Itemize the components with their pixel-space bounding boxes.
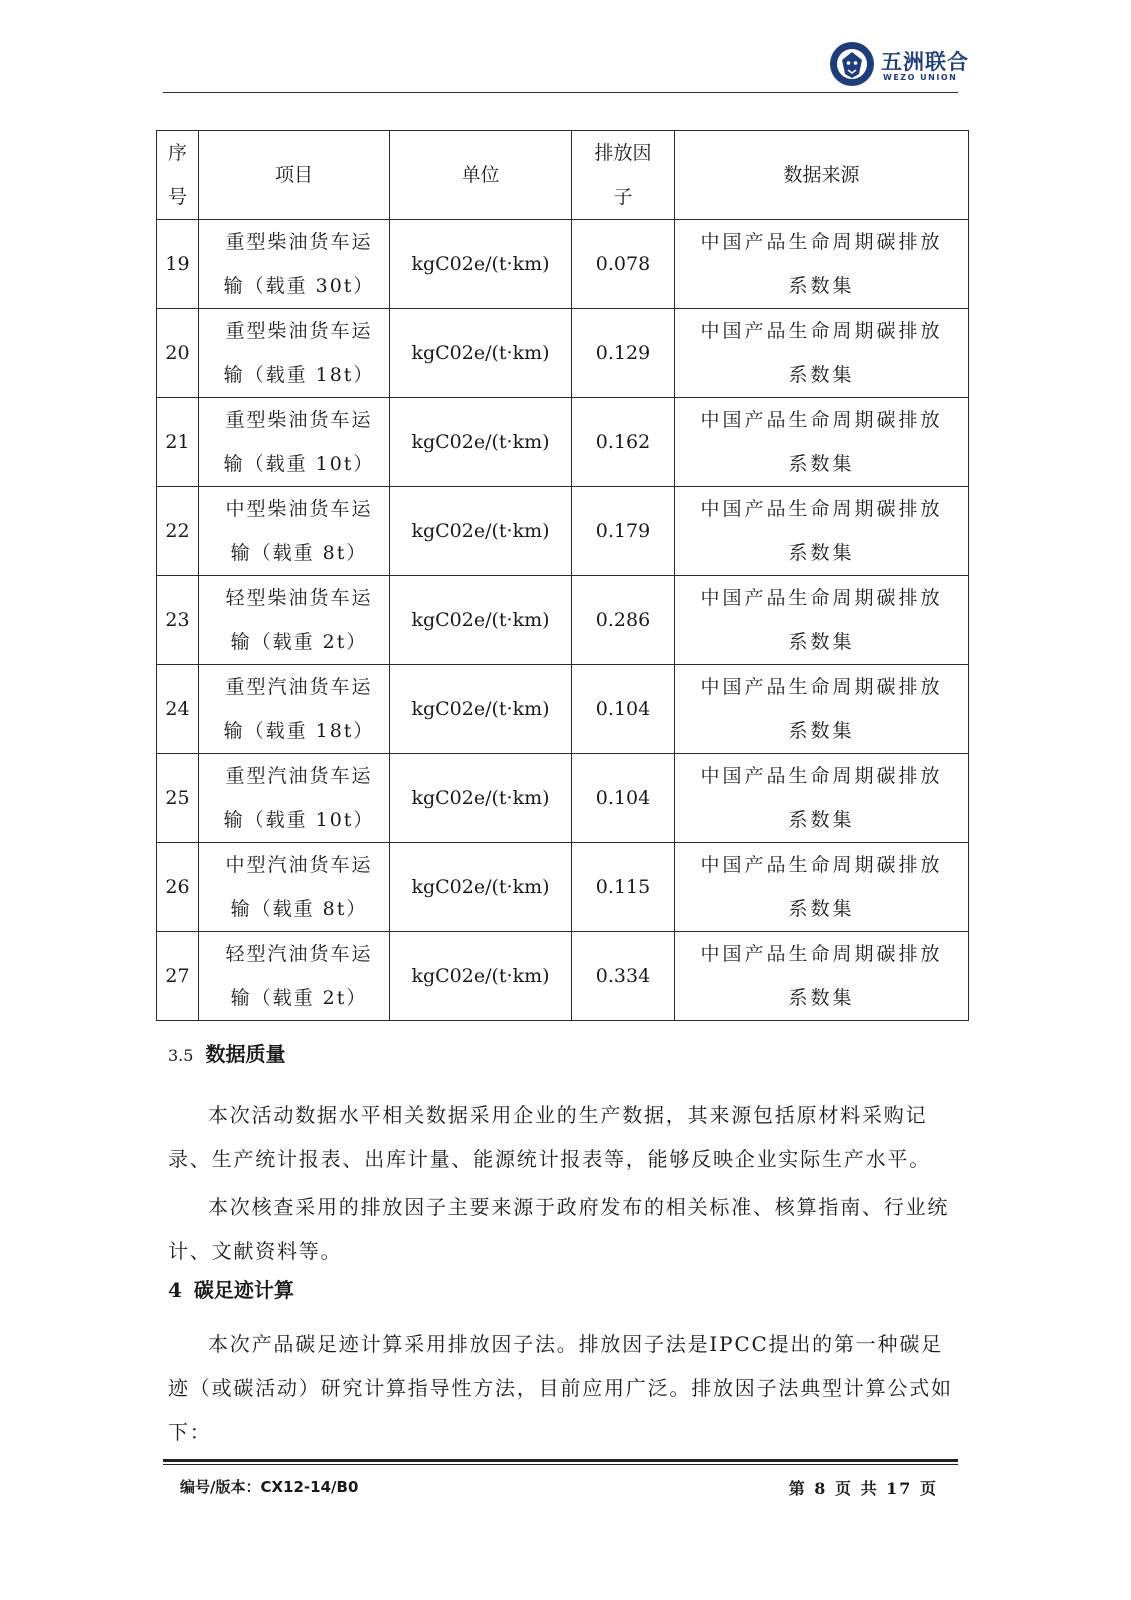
row-item: 重型汽油货车运 输（载重 10t） — [199, 754, 390, 843]
row-item: 重型柴油货车运 输（载重 30t） — [199, 220, 390, 309]
row-unit: kgC02e/(t·km) — [390, 576, 572, 665]
row-item: 轻型柴油货车运 输（载重 2t） — [199, 576, 390, 665]
section-number: 3.5 — [168, 1046, 194, 1065]
logo-text-en: WEZO UNION — [883, 73, 958, 82]
table-row — [157, 398, 969, 487]
row-factor: 0.104 — [572, 665, 675, 754]
row-source: 中国产品生命周期碳排放 系数集 — [675, 665, 969, 754]
row-unit: kgC02e/(t·km) — [390, 665, 572, 754]
header-item: 项目 — [199, 131, 390, 220]
row-unit: kgC02e/(t·km) — [390, 754, 572, 843]
row-factor: 0.162 — [572, 398, 675, 487]
table-row — [157, 665, 969, 754]
row-no: 27 — [157, 932, 199, 1021]
row-unit: kgC02e/(t·km) — [390, 843, 572, 932]
row-no: 26 — [157, 843, 199, 932]
table-row — [157, 309, 969, 398]
table-header-row — [157, 131, 969, 220]
row-factor: 0.115 — [572, 843, 675, 932]
paragraph: 本次产品碳足迹计算采用排放因子法。排放因子法是IPCC提出的第一种碳足迹（或碳活动）研究计算指导性方法，目前应用广泛。排放因子法典型计算公式如下： — [168, 1332, 953, 1444]
header-factor: 排放因 子 — [572, 131, 675, 220]
section-title: 碳足迹计算 — [193, 1278, 294, 1302]
table-row — [157, 220, 969, 309]
row-source: 中国产品生命周期碳排放 系数集 — [675, 220, 969, 309]
section-title: 数据质量 — [205, 1042, 286, 1066]
header-source: 数据来源 — [675, 131, 969, 220]
section-number: 4 — [168, 1278, 182, 1302]
table-row — [157, 932, 969, 1021]
row-factor: 0.286 — [572, 576, 675, 665]
section-3-5-heading — [168, 1038, 958, 1067]
footer-divider — [163, 1459, 958, 1462]
row-factor: 0.179 — [572, 487, 675, 576]
footer-divider-thin — [163, 1464, 958, 1465]
row-unit: kgC02e/(t·km) — [390, 220, 572, 309]
page-number: 第 8 页 共 17 页 — [788, 1479, 938, 1498]
table-row — [157, 754, 969, 843]
paragraph: 本次核查采用的排放因子主要来源于政府发布的相关标准、核算指南、行业统计、文献资料等。 — [168, 1195, 950, 1263]
header-divider — [163, 92, 958, 93]
row-no: 21 — [157, 398, 199, 487]
row-unit: kgC02e/(t·km) — [390, 932, 572, 1021]
header-unit: 单位 — [390, 131, 572, 220]
row-factor: 0.334 — [572, 932, 675, 1021]
company-logo — [828, 40, 969, 94]
row-no: 23 — [157, 576, 199, 665]
row-factor: 0.129 — [572, 309, 675, 398]
row-item: 轻型汽油货车运 输（载重 2t） — [199, 932, 390, 1021]
row-no: 19 — [157, 220, 199, 309]
row-no: 24 — [157, 665, 199, 754]
header-no: 序 号 — [157, 131, 199, 220]
emission-factor-table — [156, 130, 969, 1021]
row-source: 中国产品生命周期碳排放 系数集 — [675, 398, 969, 487]
row-item: 重型柴油货车运 输（载重 18t） — [199, 309, 390, 398]
table-row — [157, 843, 969, 932]
row-item: 重型汽油货车运 输（载重 18t） — [199, 665, 390, 754]
row-item: 中型柴油货车运 输（载重 8t） — [199, 487, 390, 576]
row-unit: kgC02e/(t·km) — [390, 309, 572, 398]
row-unit: kgC02e/(t·km) — [390, 398, 572, 487]
row-item: 中型汽油货车运 输（载重 8t） — [199, 843, 390, 932]
table-row — [157, 487, 969, 576]
row-source: 中国产品生命周期碳排放 系数集 — [675, 932, 969, 1021]
row-no: 22 — [157, 487, 199, 576]
lion-emblem-icon — [828, 40, 876, 88]
row-item: 重型柴油货车运 输（载重 10t） — [199, 398, 390, 487]
row-factor: 0.078 — [572, 220, 675, 309]
section-4-heading — [168, 1274, 958, 1303]
row-no: 20 — [157, 309, 199, 398]
row-source: 中国产品生命周期碳排放 系数集 — [675, 843, 969, 932]
row-source: 中国产品生命周期碳排放 系数集 — [675, 487, 969, 576]
table-row — [157, 576, 969, 665]
paragraph: 本次活动数据水平相关数据采用企业的生产数据，其来源包括原材料采购记录、生产统计报表、出库计量、能源统计报表等，能够反映企业实际生产水平。 — [168, 1103, 931, 1171]
row-unit: kgC02e/(t·km) — [390, 487, 572, 576]
row-factor: 0.104 — [572, 754, 675, 843]
doc-version: 编号/版本：CX12-14/B0 — [180, 1478, 359, 1496]
row-source: 中国产品生命周期碳排放 系数集 — [675, 309, 969, 398]
logo-text-cn: 五洲联合 — [881, 50, 969, 74]
row-no: 25 — [157, 754, 199, 843]
row-source: 中国产品生命周期碳排放 系数集 — [675, 576, 969, 665]
row-source: 中国产品生命周期碳排放 系数集 — [675, 754, 969, 843]
